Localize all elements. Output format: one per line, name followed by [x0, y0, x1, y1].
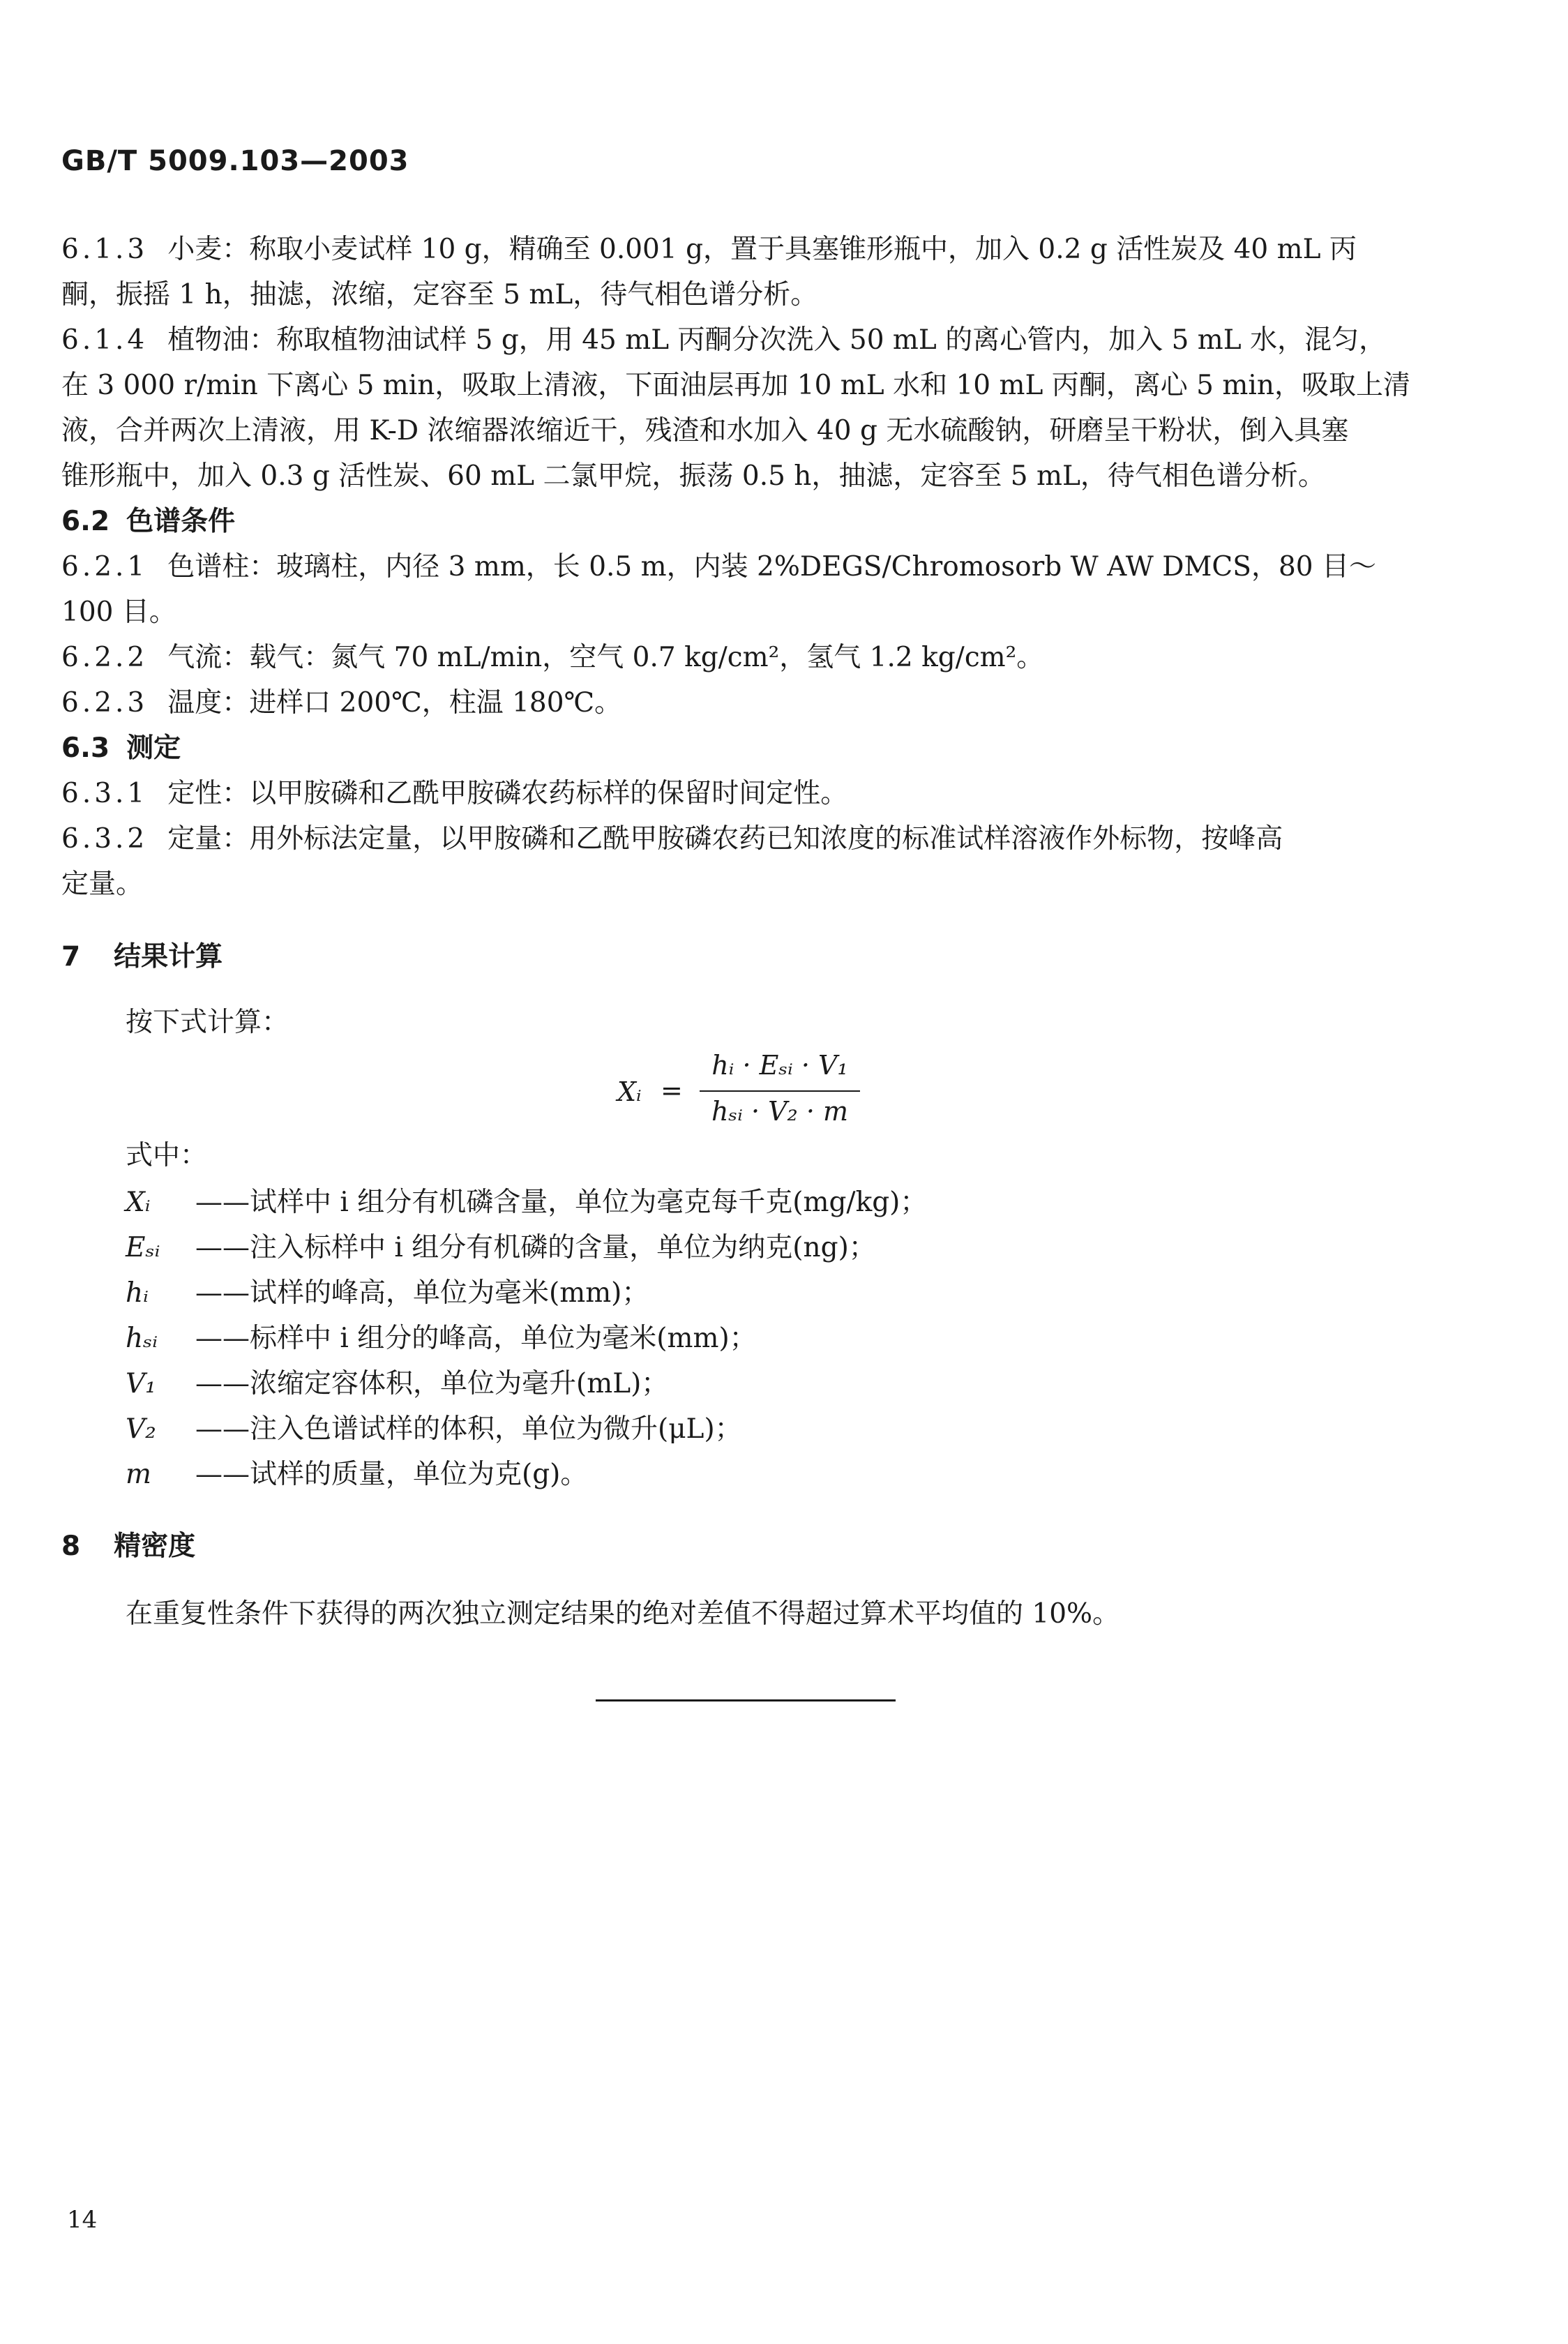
clause-text: 温度：进样口 200℃，柱温 180℃。	[167, 687, 622, 719]
formula-equals: =	[661, 1075, 683, 1106]
clause-6-2-2	[61, 636, 1456, 675]
variable-symbol: Xᵢ	[126, 1187, 151, 1218]
clause-6-1-3-line-1	[61, 227, 1456, 266]
clause-6-2-1-line-2: 100 目。	[61, 596, 176, 628]
variable-description: ——试样中 i 组分有机磷含量，单位为毫克每千克(mg/kg)；	[195, 1187, 928, 1218]
clause-6-3-2-line-1	[61, 817, 1456, 856]
fraction-bar	[700, 1090, 860, 1092]
variable-description: ——标样中 i 组分的峰高，单位为毫米(mm)；	[195, 1323, 757, 1354]
where-label: 式中：	[126, 1140, 208, 1171]
clause-number: 6.1.4	[61, 324, 149, 356]
section-6-2-heading	[61, 499, 1456, 539]
clause-text: 植物油：称取植物油试样 5 g，用 45 mL 丙酮分次洗入 50 mL 的离心管内，加入 5 mL 水，混匀，	[167, 324, 1387, 356]
formula-lhs: Xᵢ	[617, 1076, 642, 1107]
variable-symbol: V₁	[126, 1368, 156, 1399]
clause-text: 定量：用外标法定量，以甲胺磷和乙酰甲胺磷农药已知浓度的标准试样溶液作外标物，按峰高	[167, 823, 1283, 855]
section-6-3-heading	[61, 726, 1456, 765]
clause-number: 6.1.3	[61, 234, 149, 265]
section-8-heading	[61, 1524, 1456, 1563]
variable-symbol: m	[126, 1459, 151, 1490]
variable-symbol: hₛᵢ	[126, 1323, 158, 1354]
section-number: 6.3	[61, 732, 110, 764]
variable-definition	[126, 1316, 1521, 1355]
section-7-heading	[61, 935, 1456, 974]
variable-description: ——注入标样中 i 组分有机磷的含量，单位为纳克(ng)；	[195, 1232, 876, 1263]
standard-code: GB/T 5009.103—2003	[61, 145, 409, 177]
clause-6-1-3-line-2: 酮，振摇 1 h，抽滤，浓缩，定容至 5 mL，待气相色谱分析。	[61, 279, 818, 310]
clause-number: 6.2.1	[61, 551, 149, 583]
section-title: 色谱条件	[126, 506, 236, 537]
section-title: 测定	[126, 732, 181, 764]
variable-definition	[126, 1452, 1521, 1492]
variable-symbol: Eₛᵢ	[126, 1232, 160, 1263]
clause-text: 小麦：称取小麦试样 10 g，精确至 0.001 g，置于具塞锥形瓶中，加入 0.2 g 活性炭及 40 mL 丙	[167, 234, 1357, 265]
clause-text: 定性：以甲胺磷和乙酰甲胺磷农药标样的保留时间定性。	[167, 778, 848, 809]
variable-description: ——注入色谱试样的体积，单位为微升(μL)；	[195, 1413, 742, 1445]
clause-6-1-4-line-2: 在 3 000 r/min 下离心 5 min，吸取上清液，下面油层再加 10 mL 水和 10 mL 丙酮，离心 5 min，吸取上清	[61, 370, 1410, 401]
section-title: 结果计算	[114, 941, 223, 972]
variable-definition	[126, 1226, 1521, 1265]
clause-text: 气流：载气：氮气 70 mL/min，空气 0.7 kg/cm²，氢气 1.2 kg/cm²。	[167, 642, 1044, 673]
variable-symbol: V₂	[126, 1413, 156, 1445]
variable-symbol: hᵢ	[126, 1277, 149, 1309]
variable-definition	[126, 1362, 1521, 1401]
clause-text: 色谱柱：玻璃柱，内径 3 mm，长 0.5 m，内装 2%DEGS/Chromosorb W AW DMCS，80 目～	[167, 551, 1376, 583]
clause-6-1-4-line-3: 液，合并两次上清液，用 K-D 浓缩器浓缩近干，残渣和水加入 40 g 无水硫酸钠，研磨呈干粉状，倒入具塞	[61, 415, 1349, 446]
clause-6-1-4-line-4: 锥形瓶中，加入 0.3 g 活性炭、60 mL 二氯甲烷，振荡 0.5 h，抽滤，定容至 5 mL，待气相色谱分析。	[61, 460, 1325, 492]
section-title: 精密度	[114, 1531, 196, 1562]
clause-number: 6.2.3	[61, 687, 149, 719]
variable-definition	[126, 1407, 1521, 1446]
variable-description: ——浓缩定容体积，单位为毫升(mL)；	[195, 1368, 669, 1399]
clause-6-2-3	[61, 681, 1456, 720]
formula-numerator: hᵢ · Eₛᵢ · V₁	[711, 1050, 848, 1081]
clause-number: 6.2.2	[61, 642, 149, 673]
end-rule	[596, 1699, 896, 1701]
formula-denominator: hₛᵢ · V₂ · m	[711, 1096, 849, 1127]
formula-intro: 按下式计算：	[126, 1007, 289, 1038]
variable-definition	[126, 1271, 1521, 1310]
clause-6-3-1	[61, 772, 1456, 811]
clause-6-3-2-line-2: 定量。	[61, 869, 144, 900]
clause-6-1-4-line-1	[61, 318, 1456, 357]
section-number: 8	[61, 1531, 81, 1562]
variable-description: ——试样的质量，单位为克(g)。	[195, 1459, 588, 1490]
clause-6-2-1-line-1	[61, 545, 1456, 584]
section-number: 6.2	[61, 506, 110, 537]
page-number: 14	[67, 2206, 98, 2234]
variable-definition	[126, 1180, 1521, 1219]
clause-number: 6.3.1	[61, 778, 149, 809]
section-number: 7	[61, 941, 81, 972]
precision-statement: 在重复性条件下获得的两次独立测定结果的绝对差值不得超过算术平均值的 10%。	[126, 1598, 1120, 1630]
variable-description: ——试样的峰高，单位为毫米(mm)；	[195, 1277, 649, 1309]
clause-number: 6.3.2	[61, 823, 149, 855]
